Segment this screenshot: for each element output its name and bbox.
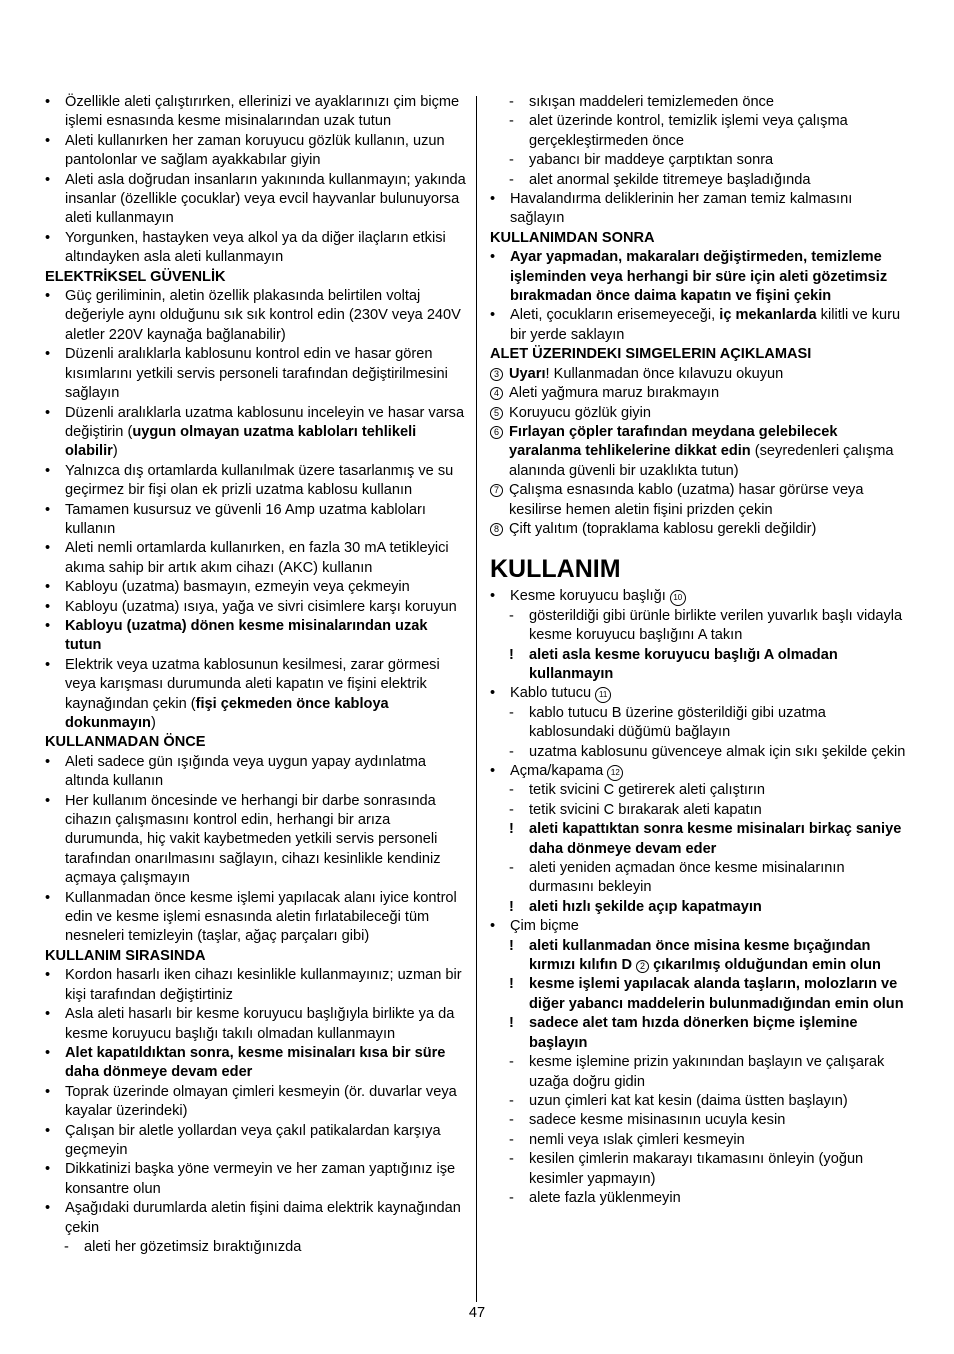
sub-list-item: - yabancı bir maddeye çarptıktan sonra [490, 151, 910, 170]
list-item: • Çalışan bir aletle yollardan veya çakıl patikalardan karşıya geçmeyin [45, 1122, 441, 1158]
circled-number-icon: 6 [490, 426, 503, 439]
dash-icon: - [509, 1131, 514, 1148]
dash-icon: - [64, 1238, 69, 1255]
bullet-icon: • [45, 1161, 51, 1178]
section-heading-electrical: ELEKTRİKSEL GÜVENLİK [45, 268, 226, 285]
list-item: • Özellikle aleti çalıştırırken, ellerinizi ve ayaklarınızı çim biçme işlemi esnasında kesme misinalarından uzak tutun [45, 94, 460, 130]
symbol-item: 6 Fırlayan çöpler tarafından meydana gelebilecek yaralanma tehlikelerine dikkat edin (seyredenleri çalışma alanında güvenli bir uzaklıkta tutun) [490, 423, 910, 481]
dash-icon: - [509, 171, 514, 188]
list-item: • Aleti asla doğrudan insanların yakınında kullanmayın; yakında insanlar (özellikle çocuklar) veya evcil hayvanlar bulunuyorsa aleti kullanmayın [45, 171, 466, 227]
list-item: • Güç geriliminin, aletin özellik plakasında belirtilen voltaj değeriyle aynı olduğunu sık sık kontrol edin (230V veya 240V aletler 220V kaynağa bağlanabilir) [45, 288, 461, 343]
exclamation-icon: ! [509, 1015, 514, 1032]
list-item: • Düzenli aralıklarla kablosunu kontrol edin ve hasar gören kısımlarını yetkili servis personeli tarafından değiştirilmesini sağlayın [45, 346, 448, 402]
circled-number-icon: 12 [607, 765, 623, 781]
list-item: • Kabloyu (uzatma) basmayın, ezmeyin veya çekmeyin [45, 578, 466, 597]
dash-icon: - [509, 704, 514, 721]
section-heading-during-use: KULLANIM SIRASINDA [45, 947, 206, 964]
circled-number-icon: 3 [490, 368, 503, 381]
list-item: • Alet kapatıldıktan sonra, kesme misinaları kısa bir süre daha dönmeye devam eder [45, 1044, 446, 1081]
warning-item: ! aleti kapattıktan sonra kesme misinaları birkaç saniye daha dönmeye devam eder [509, 821, 902, 857]
circled-number-icon: 10 [670, 590, 686, 606]
list-item: • Aşağıdaki durumlarda aletin fişini daima elektrik kaynağından çekin [45, 1200, 461, 1236]
list-item: • Tamamen kusursuz ve güvenli 16 Amp uzatma kabloları kullanın [45, 501, 426, 537]
warning-item: ! aleti asla kesme koruyucu başlığı A olmadan kullanmayın [509, 646, 838, 682]
bullet-icon: • [490, 249, 496, 266]
bullet-icon: • [45, 404, 51, 421]
warning-item: ! aleti hızlı şekilde açıp kapatmayın [490, 898, 910, 917]
page-number: 47 [468, 1305, 486, 1321]
column-divider [476, 96, 477, 1302]
circled-number-icon: 5 [490, 407, 503, 420]
list-item: • Ayar yapmadan, makaraları değiştirmeden, temizleme işleminden veya herhangi bir süre için aleti gözetimsiz bırakmadan önce daima kapatın ve fişini çekin [490, 249, 888, 305]
dash-icon: - [509, 860, 514, 877]
symbol-item: 8 Çift yalıtım (topraklama kablosu gerekli değildir) [490, 520, 910, 539]
dash-icon: - [509, 94, 514, 110]
bullet-icon: • [490, 307, 496, 324]
bullet-icon: • [45, 792, 51, 809]
bullet-icon: • [45, 579, 51, 596]
warning-item: ! aleti kullanmadan önce misina kesme bıçağından kırmızı kılıfın D 2 çıkarılmış olduğundan emin olun [509, 937, 881, 974]
list-item: • Aleti sadece gün ışığında veya uygun yapay aydınlatma altında kullanın [45, 753, 427, 790]
list-item: • Aleti, çocukların erisemeyeceği, iç mekanlarda kilitli ve kuru bir yerde saklayın [490, 307, 901, 343]
bullet-icon: • [45, 501, 51, 518]
warning-item: ! sadece alet tam hızda dönerken biçme işlemine başlayın [509, 1015, 858, 1051]
list-item: • Dikkatinizi başka yöne vermeyin ve her zaman yaptığınız işe konsantre olun [45, 1161, 456, 1197]
dash-icon: - [509, 152, 514, 169]
list-item: • Yorgunken, hastayken veya alkol ya da diğer ilaçların etkisi altındayken asla aleti kullanmayın [45, 229, 446, 266]
list-item: • Asla aleti hasarlı bir kesme koruyucu başlığıyla birlikte ya da kesme koruyucu başlığı takılı olmadan kullanmayın [45, 1006, 455, 1042]
dash-icon: - [509, 782, 514, 799]
list-item: • Kablo tutucu 11 [490, 684, 910, 703]
right-column [490, 93, 910, 1208]
sub-list-item: - uzatma kablosunu güvenceye almak için sıkı şekilde çekin [490, 743, 910, 762]
bullet-icon: • [45, 346, 51, 363]
list-item: • Toprak üzerinde olmayan çimleri kesmeyin (ör. duvarlar veya kayalar üzerindeki) [45, 1083, 457, 1120]
left-column [45, 93, 466, 1257]
circled-number-icon: 11 [595, 687, 611, 703]
list-item: • Yalnızca dış ortamlarda kullanılmak üzere tasarlanmış ve su geçirmez bir fişi olan ek prizli uzatma kablosu kullanın [45, 462, 454, 499]
list-item: • Kabloyu (uzatma) ısıya, yağa ve sivri cisimlere karşı koruyun [45, 598, 466, 617]
dash-icon: - [509, 743, 514, 760]
sub-list-item: - kablo tutucu B üzerine gösterildiği gibi uzatma kablosundaki düğümü bağlayın [509, 704, 826, 741]
section-heading-before-use: KULLANMADAN ÖNCE [45, 734, 206, 751]
section-heading-symbols: ALET ÜZERINDEKI SIMGELERIN AÇIKLAMASI [490, 346, 812, 363]
sub-list-item: - aleti her gözetimsiz bıraktığınızda [45, 1238, 466, 1257]
exclamation-icon: ! [509, 646, 514, 663]
bullet-icon: • [45, 1122, 51, 1139]
symbol-item: 4 Aleti yağmura maruz bırakmayın [490, 384, 910, 403]
sub-list-item: - gösterildiği gibi ürünle birlikte verilen yuvarlık başlı vidayla kesme koruyucu başlığını A takın [509, 607, 903, 644]
bullet-icon: • [45, 1200, 51, 1217]
symbol-item: 5 Koruyucu gözlük giyin [490, 404, 910, 423]
dash-icon: - [509, 1189, 514, 1206]
bullet-icon: • [490, 588, 496, 605]
list-item: • Aleti kullanırken her zaman koruyucu gözlük kullanın, uzun pantolonlar ve sağlam ayakkabılar giyin [45, 132, 445, 169]
bullet-icon: • [45, 753, 51, 770]
list-item: • Kesme koruyucu başlığı 10 [490, 587, 910, 606]
list-item: • Aleti nemli ortamlarda kullanırken, en fazla 30 mA tetikleyici akıma sahip bir artık akım cihazı (AKC) kullanın [45, 540, 449, 576]
sub-list-item: - tetik svicini C getirerek aleti çalıştırın [490, 781, 910, 800]
warning-item: ! kesme işlemi yapılacak alanda taşların, molozların ve diğer yabancı maddelerin bulunmadığından emin olun [509, 976, 904, 1012]
bullet-icon: • [490, 918, 496, 935]
circled-number-icon: 4 [490, 387, 503, 400]
sub-list-item: - alete fazla yüklenmeyin [490, 1189, 910, 1208]
sub-list-item: - alet üzerinde kontrol, temizlik işlemi veya çalışma gerçekleştirmeden önce [509, 113, 848, 149]
sub-list-item: - kesme işlemine prizin yakınından başlayın ve çalışarak uzağa doğru gidin [509, 1054, 885, 1090]
bullet-icon: • [45, 598, 51, 615]
dash-icon: - [509, 1151, 514, 1168]
bullet-icon: • [45, 171, 51, 188]
list-item: • Açma/kapama 12 [490, 762, 910, 781]
circled-number-icon: 7 [490, 484, 503, 497]
list-item: • Kabloyu (uzatma) dönen kesme misinalarından uzak tutun [45, 617, 428, 654]
bullet-icon: • [45, 288, 51, 305]
bullet-icon: • [45, 967, 51, 984]
dash-icon: - [509, 607, 514, 624]
list-item: • Kullanmadan önce kesme işlemi yapılacak alanı iyice kontrol edin ve kesme işlemi esnasında aletin fırlatabileceği tüm nesneleri temizleyin (taşlar, ağaç parçaları gibi) [45, 889, 457, 945]
sub-list-item: - tetik svicini C bırakarak aleti kapatın [490, 801, 910, 820]
list-item: • Kordon hasarlı iken cihazı kesinlikle kullanmayınız; uzman bir kişi tarafından değiştirtiniz [45, 967, 462, 1003]
bullet-icon: • [45, 1006, 51, 1023]
sub-list-item: - uzun çimleri kat kat kesin (daima üstten başlayın) [490, 1092, 910, 1111]
dash-icon: - [509, 113, 514, 130]
bullet-icon: • [490, 685, 496, 702]
circled-number-icon: 2 [636, 960, 649, 973]
sub-list-item: - aleti yeniden açmadan önce kesme misinalarının durmasını bekleyin [509, 860, 845, 896]
bullet-icon: • [45, 1044, 51, 1061]
sub-list-item: - kesilen çimlerin makarayı tıkamasını önleyin (yoğun kesimler yapmayın) [509, 1151, 864, 1187]
bullet-icon: • [45, 132, 51, 149]
bullet-icon: • [490, 763, 496, 779]
bullet-icon: • [45, 617, 51, 634]
bullet-icon: • [490, 191, 496, 208]
list-item: • Düzenli aralıklarla uzatma kablosunu inceleyin ve hasar varsa değiştirin (uygun olmayan uzatma kabloları tehlikeli olabilir) [45, 404, 465, 460]
section-title: KULLANIM [490, 555, 621, 584]
bullet-icon: • [45, 229, 51, 246]
dash-icon: - [509, 801, 514, 818]
symbol-item: 7 Çalışma esnasında kablo (uzatma) hasar görürse veya kesilirse hemen aletin fişini prizden çekin [490, 481, 910, 520]
bullet-icon: • [45, 656, 51, 673]
exclamation-icon: ! [509, 821, 514, 838]
exclamation-icon: ! [509, 937, 514, 954]
bullet-icon: • [45, 540, 51, 557]
bullet-icon: • [45, 889, 51, 906]
exclamation-icon: ! [509, 898, 514, 915]
sub-list-item: - alet anormal şekilde titremeye başladığında [490, 171, 910, 190]
exclamation-icon: ! [509, 976, 514, 993]
list-item: • Çim biçme [490, 917, 910, 936]
sub-list-item: - sıkışan maddeleri temizlemeden önce [490, 93, 910, 112]
list-item: • Her kullanım öncesinde ve herhangi bir darbe sonrasında cihazın çalışmasını kontrol edin, herhangi bir arıza durumunda, hiç vakit kaybetmeden yetkili servis personeli tarafından onarılmasını sağlayın, cihazı kesinlikle kendiniz açmaya çalışmayın [45, 792, 441, 887]
dash-icon: - [509, 1054, 514, 1071]
circled-number-icon: 8 [490, 523, 503, 536]
list-item: • Havalandırma deliklerinin her zaman temiz kalmasını sağlayın [490, 191, 853, 227]
list-item: • Elektrik veya uzatma kablosunun kesilmesi, zarar görmesi veya karışması durumunda aleti kapatın ve fişini elektrik kaynağından çekin (fişi çekmeden önce kabloya dokunmayın) [45, 656, 440, 731]
sub-list-item: - nemli veya ıslak çimleri kesmeyin [490, 1131, 910, 1150]
bullet-icon: • [45, 1083, 51, 1100]
section-heading-after-use: KULLANIMDAN SONRA [490, 229, 655, 246]
bullet-icon: • [45, 462, 51, 479]
dash-icon: - [509, 1112, 514, 1129]
dash-icon: - [509, 1092, 514, 1109]
bullet-icon: • [45, 94, 51, 110]
sub-list-item: - sadece kesme misinasının ucuyla kesin [490, 1111, 910, 1130]
symbol-item: 3 Uyarı! Kullanmadan önce kılavuzu okuyun [490, 365, 910, 384]
